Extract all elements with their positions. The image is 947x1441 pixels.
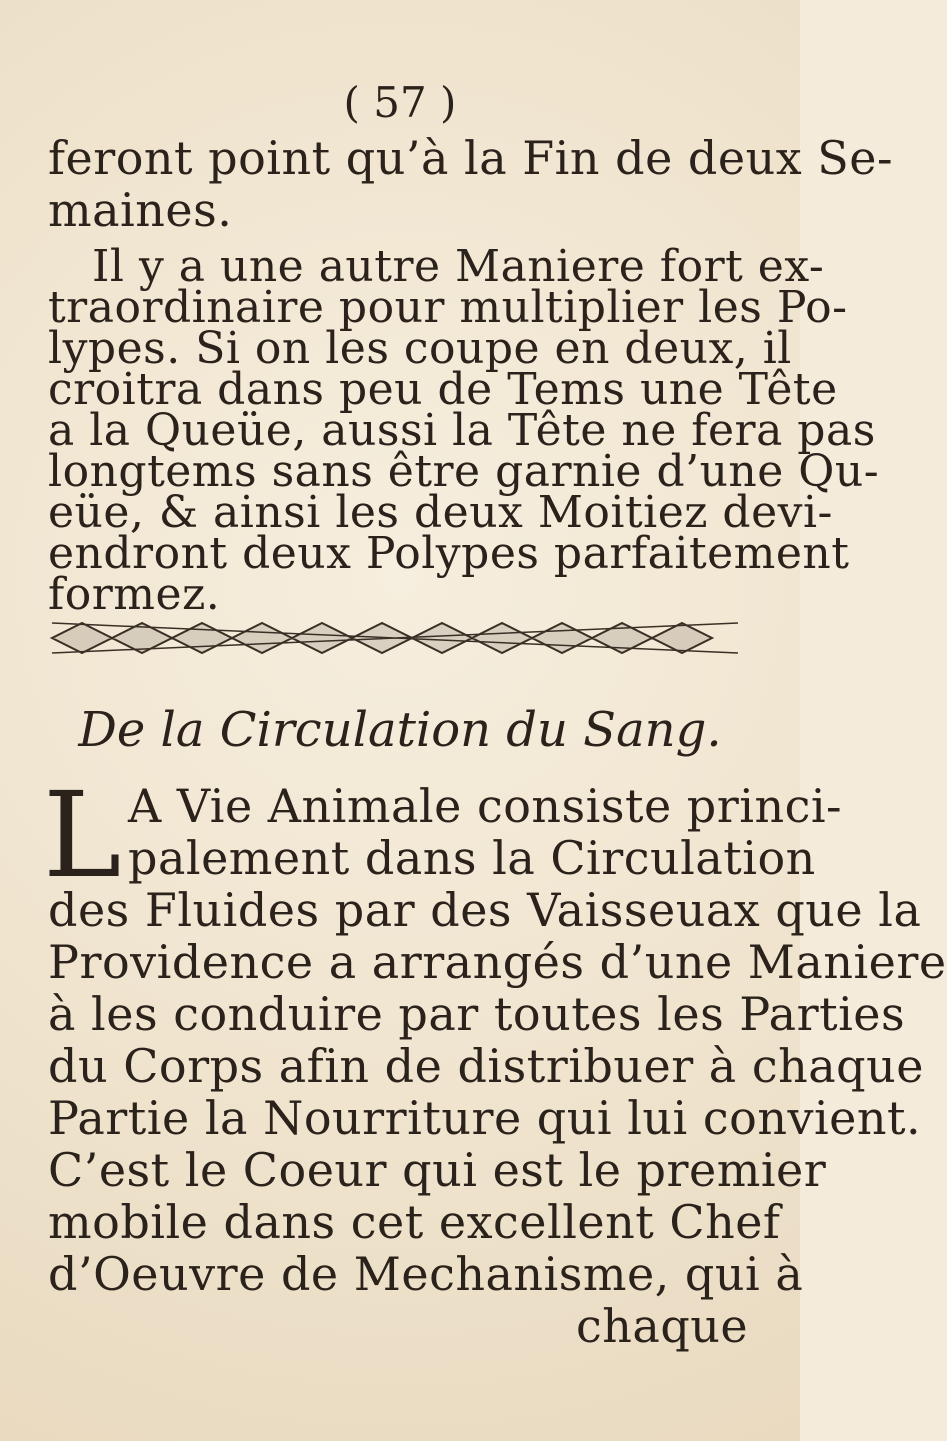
text-line: croitra dans peu de Tems une Tête xyxy=(48,364,838,415)
text-line: des Fluides par des Vaisseuax que la xyxy=(48,883,922,937)
text-line: endront deux Polypes parfaitement xyxy=(48,528,850,579)
text-line: eüe, & ainsi les deux Moitiez devi- xyxy=(48,487,833,538)
text-line: Il y a une autre Maniere fort ex- xyxy=(92,241,825,292)
text-line: lypes. Si on les coupe en deux, il xyxy=(48,323,792,374)
text-line: traordinaire pour multiplier les Po- xyxy=(48,282,848,333)
catchword: chaque xyxy=(576,1299,749,1353)
text-line: maines. xyxy=(48,183,233,237)
text-line: palement dans la Circulation xyxy=(128,831,816,885)
section-heading: De la Circulation du Sang. xyxy=(78,702,722,758)
page-number: ( 57 ) xyxy=(343,78,457,127)
drop-cap: L xyxy=(43,766,122,904)
text-line: Providence a arrangés d’une Maniere xyxy=(48,935,947,989)
text-line: Partie la Nourriture qui lui convient. xyxy=(48,1091,922,1145)
text-line: formez. xyxy=(48,569,221,620)
text-line: a la Queüe, aussi la Tête ne fera pas xyxy=(48,405,876,456)
ornament-rule xyxy=(42,613,748,663)
text-line: du Corps afin de distribuer à chaque xyxy=(48,1039,924,1093)
text-line: mobile dans cet excellent Chef xyxy=(48,1195,781,1249)
text-line: d’Oeuvre de Mechanisme, qui à xyxy=(48,1247,804,1301)
text-line: longtems sans être garnie d’une Qu- xyxy=(48,446,880,497)
text-line: à les conduire par toutes les Parties xyxy=(48,987,906,1041)
text-line: feront point qu’à la Fin de deux Se- xyxy=(48,131,894,185)
text-line: A Vie Animale consiste princi- xyxy=(128,779,843,833)
text-line: C’est le Coeur qui est le premier xyxy=(48,1143,827,1197)
